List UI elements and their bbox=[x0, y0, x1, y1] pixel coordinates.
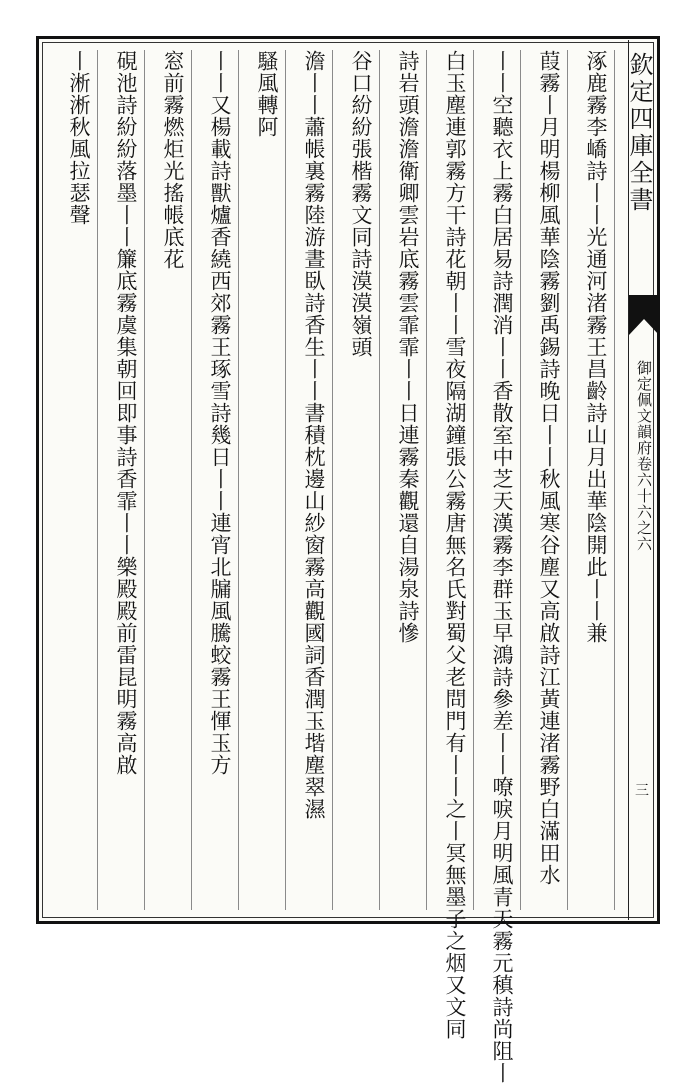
text-column bbox=[531, 50, 568, 910]
column-text: 丨淅淅秋風拉瑟聲 bbox=[67, 50, 91, 226]
text-column bbox=[108, 50, 145, 910]
text-column bbox=[343, 50, 380, 910]
text-column bbox=[578, 50, 615, 910]
column-text: 硯池詩紛紛落墨丨丨簾底霧虞集朝回即事詩香霏丨丨樂殿殿前雷昆明霧高啟 bbox=[114, 50, 138, 776]
section-title: 御定佩文韻府卷六十六之六 bbox=[635, 360, 653, 552]
column-text: 白玉塵連郭霧方干詩花朝丨丨雪夜隔湖鐘張公霧唐無名氏對蜀父老問門有丨丨之丨冥無墨子之烟又文同 bbox=[443, 50, 467, 1040]
column-text: 詩岩頭澹澹衛卿雲岩底霧雲霏霏丨丨日連霧秦觀還自湯泉詩慘 bbox=[396, 50, 420, 644]
column-text: 葭霧丨月明楊柳風華陰霧劉禹錫詩晚日丨丨秋風寒谷塵又高啟詩江黃連渚霧野白滿田水 bbox=[537, 50, 561, 886]
column-text: 涿鹿霧李嶠詩丨丨光通河渚霧王昌齡詩山月出華陰開此丨丨兼 bbox=[584, 50, 608, 644]
column-text: 騷風轉阿 bbox=[255, 50, 279, 138]
fishtail-mark bbox=[629, 295, 659, 335]
text-column bbox=[484, 50, 521, 1084]
column-text: 谷口紛紛張楷霧文同詩漠漠嶺頭 bbox=[349, 50, 373, 358]
book-title: 欽定四庫全書 bbox=[625, 52, 653, 214]
text-column bbox=[390, 50, 427, 910]
text-column bbox=[202, 50, 239, 910]
text-column bbox=[249, 50, 286, 910]
text-column bbox=[437, 50, 474, 1040]
column-text: 窓前霧燃炬光搖帳底花 bbox=[161, 50, 185, 270]
column-text: 丨丨又楊載詩獸爐香繞西郊霧王琢雪詩幾日丨丨連宵北牖風騰蛟霧王惲玉方 bbox=[208, 50, 232, 776]
text-column bbox=[61, 50, 98, 910]
header-column bbox=[625, 40, 659, 920]
column-text: 澹丨丨蕭帳裏霧陸游晝臥詩香生丨丨書積枕邊山紗窗霧高觀國詞香潤玉堦塵翠濕 bbox=[302, 50, 326, 820]
column-text: 丨丨空聽衣上霧白居易詩潤消丨丨香散室中芝天漢霧李群玉早鴻詩參差丨丨嘹唳月明風青天霧元稹詩尚阻丨 bbox=[490, 50, 514, 1084]
text-column bbox=[296, 50, 333, 910]
page-number: 三 bbox=[635, 783, 649, 799]
text-column bbox=[155, 50, 192, 910]
